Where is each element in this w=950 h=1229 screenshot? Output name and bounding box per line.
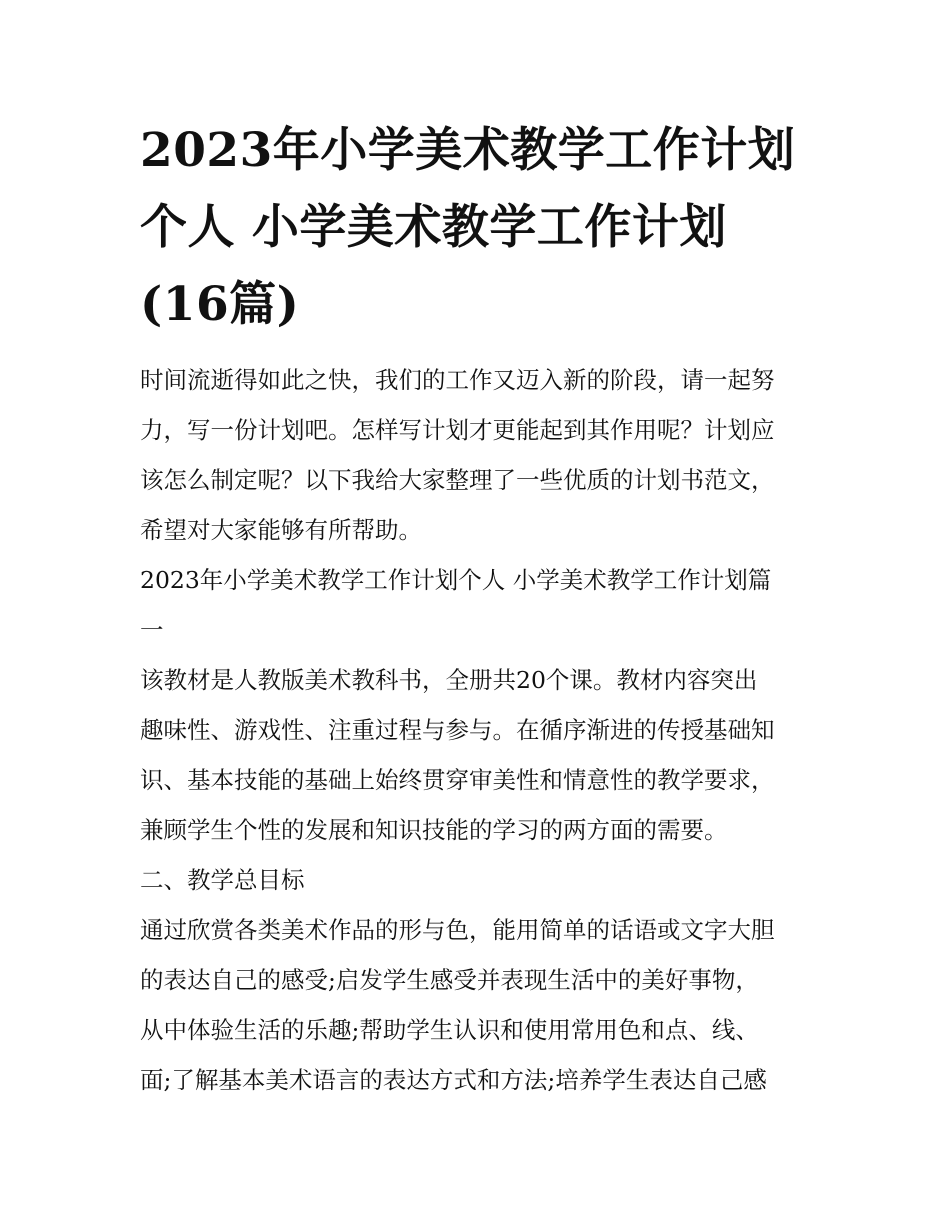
text-line: 兼顾学生个性的发展和知识技能的学习的两方面的需要。 (140, 816, 728, 844)
document-title (140, 112, 820, 343)
text-line: 的表达自己的感受;启发学生感受并表现生活中的美好事物， (140, 966, 759, 994)
title-line: 2023年小学美术教学工作计划 (140, 123, 796, 178)
text-line: 识、基本技能的基础上始终贯穿审美性和情意性的教学要求， (140, 766, 775, 794)
intro-paragraph (140, 355, 820, 555)
section-heading (140, 555, 820, 655)
text-line: 该怎么制定呢？以下我给大家整理了一些优质的计划书范文， (140, 466, 775, 494)
text-line: 力，写一份计划吧。怎样写计划才更能起到其作用呢？计划应 (140, 416, 775, 444)
text-line: 通过欣赏各类美术作品的形与色，能用简单的话语或文字大胆 (140, 916, 775, 944)
text-line: 希望对大家能够有所帮助。 (140, 516, 422, 544)
title-line: (16篇) (140, 277, 300, 332)
text-line: 趣味性、游戏性、注重过程与参与。在循序渐进的传授基础知 (140, 716, 775, 744)
subheading-teaching-goals (140, 855, 820, 905)
text-line: 一 (140, 616, 164, 644)
text-line: 该教材是人教版美术教科书，全册共20个课。教材内容突出 (140, 666, 758, 694)
title-line: 个人 小学美术教学工作计划 (140, 200, 727, 255)
text-line: 二、教学总目标 (140, 866, 305, 894)
document-page (140, 112, 820, 1105)
text-line: 时间流逝得如此之快，我们的工作又迈入新的阶段，请一起努 (140, 366, 775, 394)
body-paragraph-materials (140, 655, 820, 855)
text-line: 从中体验生活的乐趣;帮助学生认识和使用常用色和点、线、 (140, 1016, 759, 1044)
body-paragraph-goals (140, 905, 820, 1105)
text-line: 2023年小学美术教学工作计划个人 小学美术教学工作计划篇 (140, 566, 772, 594)
text-line: 面;了解基本美术语言的表达方式和方法;培养学生表达自己感 (140, 1066, 767, 1094)
